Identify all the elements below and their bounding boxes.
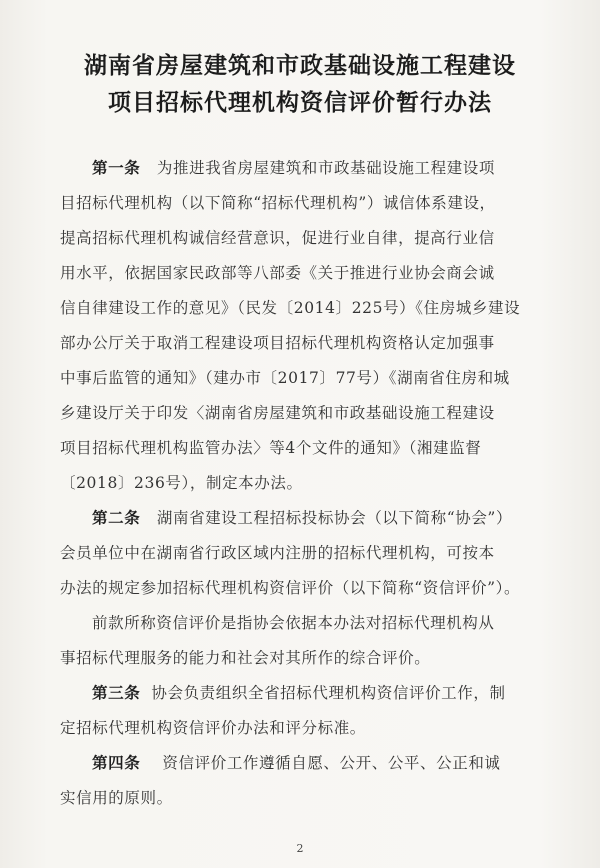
article-2-first-line — [92, 506, 552, 528]
article-1-line: 中事后监管的通知》（建办市〔2017〕77号）《湖南省住房和城 — [60, 369, 510, 387]
article-2-paragraph-2-line: 事招标代理服务的能力和社会对其所作的综合评价。 — [60, 649, 431, 667]
article-3-text: 协会负责组织全省招标代理机构资信评价工作，制 — [151, 684, 506, 702]
article-1-line: 提高招标代理机构诚信经营意识，促进行业自律，提高行业信 — [60, 229, 495, 247]
article-3-label: 第三条 — [92, 684, 141, 702]
article-1-first-line — [92, 156, 552, 178]
article-3-first-line — [92, 681, 552, 703]
article-1-line: 信自律建设工作的意见》（民发〔2014〕225号）《住房城乡建设 — [60, 299, 521, 317]
article-1-line: 乡建设厅关于印发〈湖南省房屋建筑和市政基础设施工程建设 — [60, 404, 495, 422]
article-1-line: 〔2018〕236号），制定本办法。 — [60, 474, 303, 492]
page-number: 2 — [296, 842, 304, 855]
article-2-text: 湖南省建设工程招标投标协会（以下简称“协会”） — [156, 509, 513, 527]
article-2-label: 第二条 — [92, 509, 141, 527]
article-4-text: 资信评价工作遵循自愿、公开、公平、公正和诚 — [162, 754, 501, 772]
article-4-label: 第四条 — [92, 754, 141, 772]
document-title-line-1: 湖南省房屋建筑和市政基础设施工程建设 — [84, 53, 516, 79]
article-1-line: 用水平，依据国家民政部等八部委《关于推进行业协会商会诚 — [60, 264, 495, 282]
article-2-paragraph-2-line: 前款所称资信评价是指协会依据本办法对招标代理机构从 — [92, 614, 495, 632]
article-4-first-line — [92, 751, 552, 773]
article-1-line: 部办公厅关于取消工程建设项目招标代理机构资格认定加强事 — [60, 334, 495, 352]
article-1-line: 目招标代理机构（以下简称“招标代理机构”）诚信体系建设， — [60, 194, 496, 212]
article-2-line: 办法的规定参加招标代理机构资信评价（以下简称“资信评价”）。 — [60, 579, 521, 597]
article-3-line: 定招标代理机构资信评价办法和评分标准。 — [60, 719, 366, 737]
article-1-text: 为推进我省房屋建筑和市政基础设施工程建设项 — [156, 159, 496, 177]
article-1-line: 项目招标代理机构监管办法〉等4个文件的通知》（湘建监督 — [60, 439, 482, 457]
article-1-label: 第一条 — [92, 159, 141, 177]
article-4-line: 实信用的原则。 — [60, 789, 173, 807]
article-2-line: 会员单位中在湖南省行政区域内注册的招标代理机构，可按本 — [60, 544, 495, 562]
document-title-line-2: 项目招标代理机构资信评价暂行办法 — [108, 90, 492, 116]
